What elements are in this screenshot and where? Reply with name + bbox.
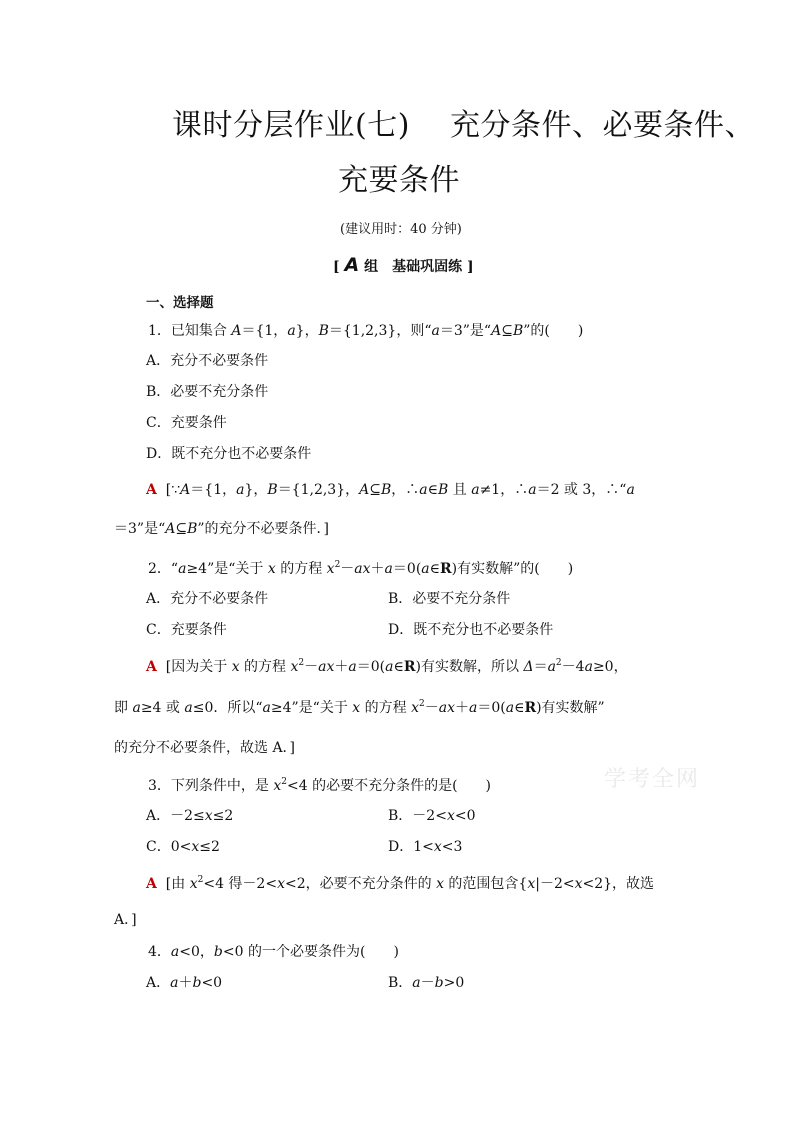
- q3-explanation-line-2: A．]: [114, 912, 137, 928]
- q2-answer: A: [146, 659, 157, 675]
- q4-stem: 4．a<0，b<0 的一个必要条件为( ): [148, 944, 399, 960]
- group-label: 组 基础巩固练: [364, 259, 463, 275]
- q1-option-b: B．必要不充分条件: [146, 384, 269, 400]
- q3-option-b: B．－2<x<0: [388, 808, 476, 824]
- time-hint: (建议用时：40 分钟): [340, 222, 462, 237]
- q3-stem: 3．下列条件中，是 $x^2<4$ 的必要不充分条件的是( ): [148, 777, 492, 794]
- q2-stem: 2．“a≥4”是“关于 x 的方程 $x^2-ax+a=0(a\in R)$有实数解”的( ): [148, 560, 574, 577]
- q2-option-a: A．充分不必要条件: [146, 591, 269, 607]
- title-part-2: 充分条件、必要条件、: [450, 108, 756, 143]
- q2-option-d: D．既不充分也不必要条件: [388, 622, 554, 638]
- title-line-2: 充要条件: [338, 163, 460, 198]
- bracket-right: ]: [466, 259, 474, 275]
- q3-option-a: A．－2≤x≤2: [146, 808, 234, 824]
- q2-explanation-line-1: A [因为关于 x 的方程 $x^2-ax+a=0(a\in R)$有实数解，所以 $\Delta=a^2-4a\ge 0$，: [146, 658, 628, 675]
- watermark: 学考全网: [604, 767, 701, 792]
- q2-explanation-line-2: 即 a≥4 或 a≤0．所以“a≥4”是“关于 x 的方程 $x^2-ax+a=0(a\in R)$有实数解”: [114, 699, 605, 716]
- q4-option-b: B．a－b>0: [388, 975, 465, 991]
- bracket-left: [: [333, 259, 340, 275]
- q3-answer: A: [146, 876, 157, 892]
- group-letter: A: [344, 254, 360, 276]
- q2-option-c: C．充要条件: [146, 622, 227, 638]
- q1-option-c: C．充要条件: [146, 415, 227, 431]
- q2-explanation-line-3: 的充分不必要条件，故选 A．]: [114, 740, 296, 756]
- q3-option-c: C．0<x≤2: [146, 839, 220, 855]
- q4-option-a: A．a＋b<0: [146, 975, 223, 991]
- q2-option-b: B．必要不充分条件: [388, 591, 511, 607]
- title-line-1: [172, 100, 755, 144]
- q1-option-a: A．充分不必要条件: [146, 353, 269, 369]
- q3-option-d: D．1<x<3: [388, 839, 463, 855]
- section-heading: 一、选择题: [146, 295, 214, 311]
- title-part-1: 课时分层作业(七): [172, 108, 410, 143]
- q3-explanation-line-1: A [由 $x^2<4$ 得－2<x<2，必要不充分条件的 x 的范围包含{x|－2<x<2}，故选: [146, 875, 655, 892]
- q1-stem: 1．已知集合 A＝{1，a}，B＝{1,2,3}，则“a＝3”是“A⊆B”的( ): [148, 323, 584, 339]
- q1-explanation-line-1: A [∵A＝{1，a}，B＝{1,2,3}，A⊆B，∴a∈B 且 a≠1，∴a＝2 或 3，∴“a: [146, 482, 635, 498]
- q1-explanation-line-2: ＝3”是“A⊆B”的充分不必要条件．]: [114, 521, 330, 537]
- group-header: [333, 254, 474, 276]
- q1-answer: A: [146, 482, 157, 498]
- q1-option-d: D．既不充分也不必要条件: [146, 446, 312, 462]
